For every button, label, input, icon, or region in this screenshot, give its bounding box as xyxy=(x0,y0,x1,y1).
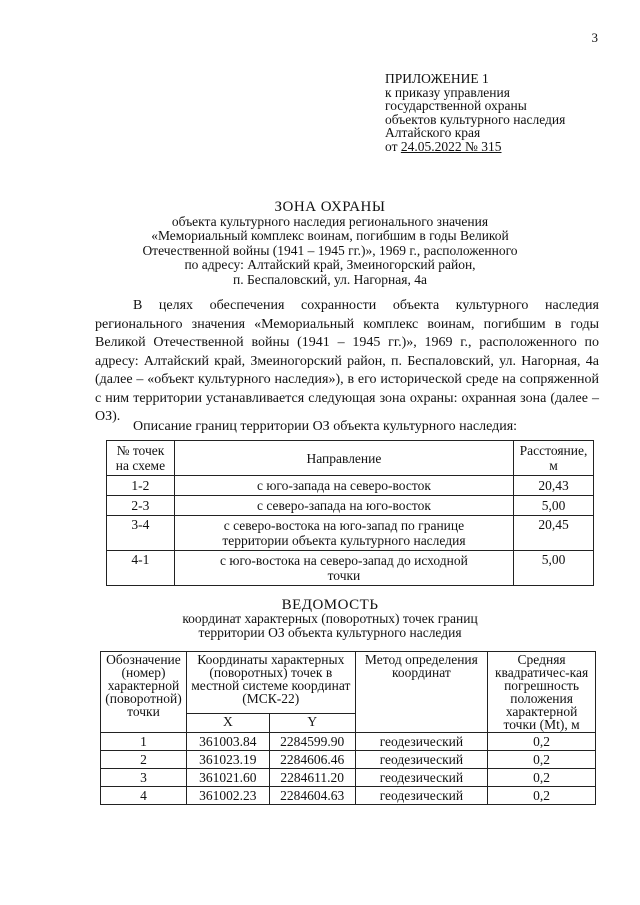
cell-y: 2284606.46 xyxy=(269,751,355,769)
appendix-line: ПРИЛОЖЕНИЕ 1 xyxy=(385,71,489,86)
table-row xyxy=(101,787,596,805)
header-designation: Обозначение (номер) характерной (поворотной) точки xyxy=(101,652,187,733)
cell-distance: 20,43 xyxy=(514,476,594,496)
cell-method: геодезический xyxy=(355,787,488,805)
cell-y: 2284599.90 xyxy=(269,733,355,751)
header-y: Y xyxy=(269,714,355,733)
header-coordinates: Координаты характерных (поворотных) точек в местной системе координат (МСК-22) xyxy=(186,652,355,714)
intro-paragraph: В целях обеспечения сохранности объекта культурного наследия регионального значения «Мемориальный комплекс воинам, погибшим в годы Великой Отечественной войны (1941 – 1945 гг.)», 1969 г., расположенного по адресу: Алтайский край, Змеиногорский район, п. Беспаловский, ул. Нагорная, 4а (далее – «объект культурного наследия»), в его исторической среде на сопряженной с ним территории устанавливается следующая зона охраны: охранная зона (далее – ОЗ). xyxy=(95,298,599,424)
table-header-row xyxy=(101,652,596,714)
table-row xyxy=(107,516,594,551)
cell-distance: 5,00 xyxy=(514,551,594,586)
title-main: ЗОНА ОХРАНЫ xyxy=(274,199,386,215)
cell-point-number: 4 xyxy=(101,787,187,805)
appendix-date-line xyxy=(385,140,565,154)
statement-title: ВЕДОМОСТЬ xyxy=(281,597,379,613)
cell-point-number: 3 xyxy=(101,769,187,787)
cell-x: 361023.19 xyxy=(186,751,269,769)
cell-direction: с юго-запада на северо-восток xyxy=(174,476,513,496)
page-number: 3 xyxy=(591,30,598,45)
header-error: Средняя квадратичес-кая погрешность положения характерной точки (Mt), м xyxy=(488,652,596,733)
cell-point-number: 2 xyxy=(101,751,187,769)
cell-distance: 20,45 xyxy=(514,516,594,551)
table-row xyxy=(107,476,594,496)
cell-distance: 5,00 xyxy=(514,496,594,516)
header-direction: Направление xyxy=(174,441,513,476)
title-line: п. Беспаловский, ул. Нагорная, 4а xyxy=(233,271,427,287)
cell-y: 2284604.63 xyxy=(269,787,355,805)
cell-x: 361002.23 xyxy=(186,787,269,805)
table-row xyxy=(101,751,596,769)
title-line: Отечественной войны (1941 – 1945 гг.)», 1969 г., расположенного xyxy=(142,242,518,258)
appendix-line: к приказу управления xyxy=(385,84,510,100)
appendix-block xyxy=(385,72,565,153)
document-title xyxy=(80,200,580,287)
title-line: по адресу: Алтайский край, Змеиногорский район, xyxy=(184,257,476,272)
header-points: № точек на схеме xyxy=(107,441,175,476)
table-row xyxy=(101,733,596,751)
table-row xyxy=(107,551,594,586)
boundary-table xyxy=(106,440,594,586)
cell-error: 0,2 xyxy=(488,769,596,787)
cell-points: 3-4 xyxy=(107,516,175,551)
cell-direction: с северо-запада на юго-восток xyxy=(174,496,513,516)
cell-error: 0,2 xyxy=(488,733,596,751)
header-distance: Расстояние, м xyxy=(514,441,594,476)
table-header-row xyxy=(107,441,594,476)
header-method: Метод определения координат xyxy=(355,652,488,733)
statement-line: территории ОЗ объекта культурного наследия xyxy=(198,625,462,640)
cell-direction: с юго-востока на северо-запад до исходной точки xyxy=(174,551,513,586)
header-x: X xyxy=(186,714,269,733)
boundary-description: Описание границ территории ОЗ объекта культурного наследия: xyxy=(133,419,518,434)
title-line: «Мемориальный комплекс воинам, погибшим в годы Великой xyxy=(151,228,509,243)
statement-heading xyxy=(80,598,580,640)
cell-direction: с северо-востока на юго-запад по границе территории объекта культурного наследия xyxy=(174,516,513,551)
coordinates-table xyxy=(100,651,596,805)
cell-method: геодезический xyxy=(355,769,488,787)
cell-method: геодезический xyxy=(355,751,488,769)
table-row xyxy=(107,496,594,516)
appendix-date-prefix: от xyxy=(385,138,398,154)
appendix-date: 24.05.2022 № 315 xyxy=(400,138,502,154)
appendix-line: государственной охраны xyxy=(385,98,527,113)
cell-point-number: 1 xyxy=(101,733,187,751)
cell-points: 1-2 xyxy=(107,476,175,496)
cell-x: 361003.84 xyxy=(186,733,269,751)
table-row xyxy=(101,769,596,787)
statement-line: координат характерных (поворотных) точек границ xyxy=(182,611,478,626)
cell-points: 4-1 xyxy=(107,551,175,586)
cell-error: 0,2 xyxy=(488,787,596,805)
appendix-line: объектов культурного наследия xyxy=(385,111,566,127)
cell-y: 2284611.20 xyxy=(269,769,355,787)
appendix-line: Алтайского края xyxy=(385,125,481,140)
cell-error: 0,2 xyxy=(488,751,596,769)
cell-x: 361021.60 xyxy=(186,769,269,787)
cell-points: 2-3 xyxy=(107,496,175,516)
cell-method: геодезический xyxy=(355,733,488,751)
title-line: объекта культурного наследия регионального значения xyxy=(171,213,489,229)
